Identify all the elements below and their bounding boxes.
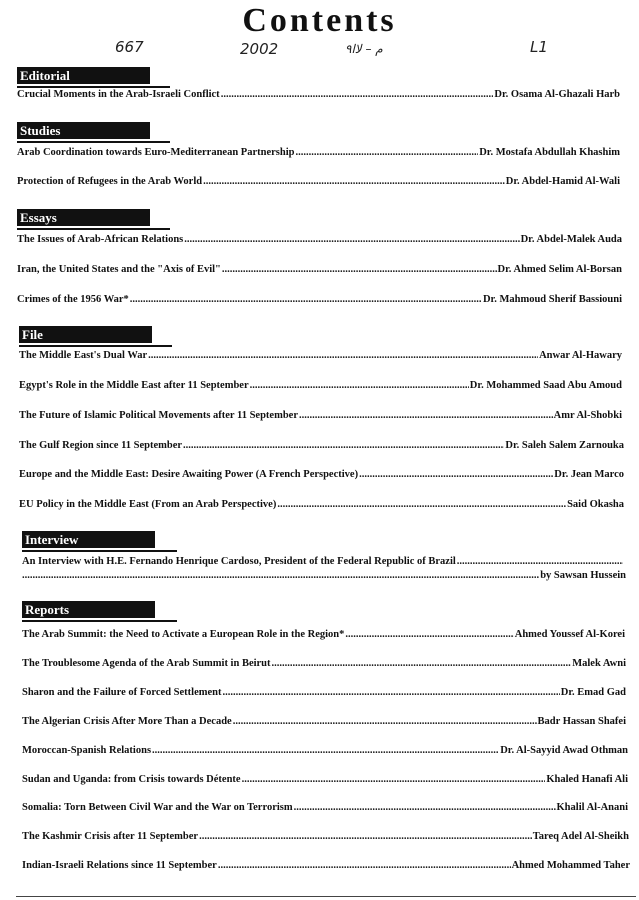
entry-title: An Interview with H.E. Fernando Henrique Cardoso, President of the Federal Republic of Brazil xyxy=(22,556,456,567)
entry-author: Ahmed Mohammed Taher xyxy=(511,860,630,871)
entry-author: Dr. Abdel-Hamid Al-Wali xyxy=(505,176,620,187)
section-rule xyxy=(22,620,177,622)
entry-author: Dr. Emad Gad xyxy=(560,687,626,698)
entry-title: The Gulf Region since 11 September xyxy=(19,440,183,451)
entry-title: Sudan and Uganda: from Crisis towards Détente xyxy=(22,774,241,785)
toc-entry[interactable] xyxy=(22,860,630,871)
handwritten-note: L1 xyxy=(530,38,548,56)
entry-author: Malek Awni xyxy=(572,658,626,669)
entry-title: The Issues of Arab-African Relations xyxy=(17,234,184,245)
entry-author: Ahmed Youssef Al-Korei xyxy=(514,629,625,640)
section-heading: Studies xyxy=(17,122,150,139)
entry-title: Crucial Moments in the Arab-Israeli Conflict xyxy=(17,89,220,100)
entry-author: Badr Hassan Shafei xyxy=(537,716,626,727)
handwritten-note: م – لاا٩ xyxy=(345,42,383,56)
leader-dots xyxy=(148,350,538,361)
leader-dots xyxy=(152,745,499,756)
toc-entry[interactable] xyxy=(17,234,622,245)
entry-author: Anwar Al-Hawary xyxy=(539,350,622,361)
entry-author: Khaled Hanafi Ali xyxy=(546,774,628,785)
handwritten-note: 667 xyxy=(115,38,144,56)
entry-title: The Arab Summit: the Need to Activate a European Role in the Region* xyxy=(22,629,345,640)
entry-author: Dr. Jean Marco xyxy=(554,469,624,480)
section-heading: Interview xyxy=(22,531,155,548)
toc-entry[interactable] xyxy=(19,440,624,451)
entry-title: Somalia: Torn Between Civil War and the War on Terrorism xyxy=(22,802,293,813)
section-rule xyxy=(19,345,172,347)
entry-title: Iran, the United States and the "Axis of Evil" xyxy=(17,264,221,275)
toc-entry[interactable] xyxy=(17,294,622,305)
handwritten-note: 2002 xyxy=(240,40,279,58)
leader-dots xyxy=(242,774,546,785)
leader-dots xyxy=(250,380,469,391)
entry-title: Arab Coordination towards Euro-Mediterranean Partnership xyxy=(17,147,295,158)
toc-entry[interactable] xyxy=(22,687,626,698)
entry-author: Dr. Mohammed Saad Abu Amoud xyxy=(469,380,622,391)
leader-dots xyxy=(294,802,556,813)
toc-entry[interactable] xyxy=(22,745,628,756)
section-heading: Editorial xyxy=(17,67,150,84)
leader-dots xyxy=(223,687,560,698)
entry-author: Said Okasha xyxy=(567,499,624,510)
leader-dots xyxy=(299,410,553,421)
toc-entry[interactable] xyxy=(22,658,626,669)
leader-dots xyxy=(359,469,553,480)
entry-author: Dr. Mostafa Abdullah Khashim xyxy=(479,147,620,158)
entry-title: Sharon and the Failure of Forced Settlement xyxy=(22,687,222,698)
toc-entry[interactable] xyxy=(19,380,622,391)
entry-author: Amr Al-Shobki xyxy=(553,410,622,421)
toc-entry[interactable] xyxy=(17,89,620,100)
toc-entry[interactable] xyxy=(19,499,624,510)
entry-title: The Middle East's Dual War xyxy=(19,350,148,361)
entry-author: Dr. Abdel-Malek Auda xyxy=(520,234,622,245)
toc-entry[interactable] xyxy=(17,147,620,158)
leader-dots xyxy=(233,716,537,727)
toc-entry-continuation[interactable] xyxy=(22,570,626,581)
entry-title: Moroccan-Spanish Relations xyxy=(22,745,152,756)
leader-dots xyxy=(183,440,504,451)
entry-title: EU Policy in the Middle East (From an Arab Perspective) xyxy=(19,499,277,510)
entry-title: Protection of Refugees in the Arab World xyxy=(17,176,203,187)
section-rule xyxy=(17,86,170,88)
entry-title: The Algerian Crisis After More Than a Decade xyxy=(22,716,232,727)
leader-dots xyxy=(295,147,478,158)
page-title: Contents xyxy=(242,2,397,39)
section-heading: File xyxy=(19,326,152,343)
toc-entry[interactable] xyxy=(22,774,628,785)
section-heading: Reports xyxy=(22,601,155,618)
toc-entry[interactable] xyxy=(19,350,622,361)
leader-dots xyxy=(130,294,482,305)
leader-dots xyxy=(221,89,494,100)
toc-entry[interactable] xyxy=(22,556,624,567)
leader-dots xyxy=(222,264,497,275)
section-rule xyxy=(17,141,170,143)
entry-author: Tareq Adel Al-Sheikh xyxy=(532,831,629,842)
toc-entry[interactable] xyxy=(22,716,626,727)
leader-dots xyxy=(199,831,532,842)
entry-title: The Future of Islamic Political Movements after 11 September xyxy=(19,410,298,421)
toc-entry[interactable] xyxy=(19,469,624,480)
entry-author: Dr. Osama Al-Ghazali Harb xyxy=(494,89,620,100)
entry-title: The Troublesome Agenda of the Arab Summit in Beirut xyxy=(22,658,271,669)
leader-dots xyxy=(277,499,566,510)
section-rule xyxy=(22,550,177,552)
leader-dots xyxy=(345,629,513,640)
leader-dots xyxy=(203,176,505,187)
leader-dots xyxy=(22,570,539,581)
toc-entry[interactable] xyxy=(17,264,622,275)
toc-entry[interactable] xyxy=(22,831,629,842)
leader-dots xyxy=(457,556,623,567)
entry-author: Dr. Ahmed Selim Al-Borsan xyxy=(497,264,622,275)
entry-title: Crimes of the 1956 War* xyxy=(17,294,129,305)
leader-dots xyxy=(272,658,572,669)
entry-title: Europe and the Middle East: Desire Awaiting Power (A French Perspective) xyxy=(19,469,359,480)
page-bottom-rule xyxy=(16,896,636,897)
entry-author: Dr. Mahmoud Sherif Bassiouni xyxy=(482,294,622,305)
toc-entry[interactable] xyxy=(19,410,622,421)
leader-dots xyxy=(218,860,511,871)
leader-dots xyxy=(184,234,519,245)
toc-entry[interactable] xyxy=(17,176,620,187)
section-heading: Essays xyxy=(17,209,150,226)
section-rule xyxy=(17,228,170,230)
entry-author: by Sawsan Hussein xyxy=(540,570,626,581)
entry-title: Indian-Israeli Relations since 11 September xyxy=(22,860,217,871)
entry-author: Khalil Al-Anani xyxy=(556,802,628,813)
toc-entry[interactable] xyxy=(22,629,625,640)
entry-title: Egypt's Role in the Middle East after 11 September xyxy=(19,380,249,391)
toc-entry[interactable] xyxy=(22,802,628,813)
entry-title: The Kashmir Crisis after 11 September xyxy=(22,831,199,842)
entry-author: Dr. Saleh Salem Zarnouka xyxy=(505,440,624,451)
entry-author: Dr. Al-Sayyid Awad Othman xyxy=(500,745,628,756)
